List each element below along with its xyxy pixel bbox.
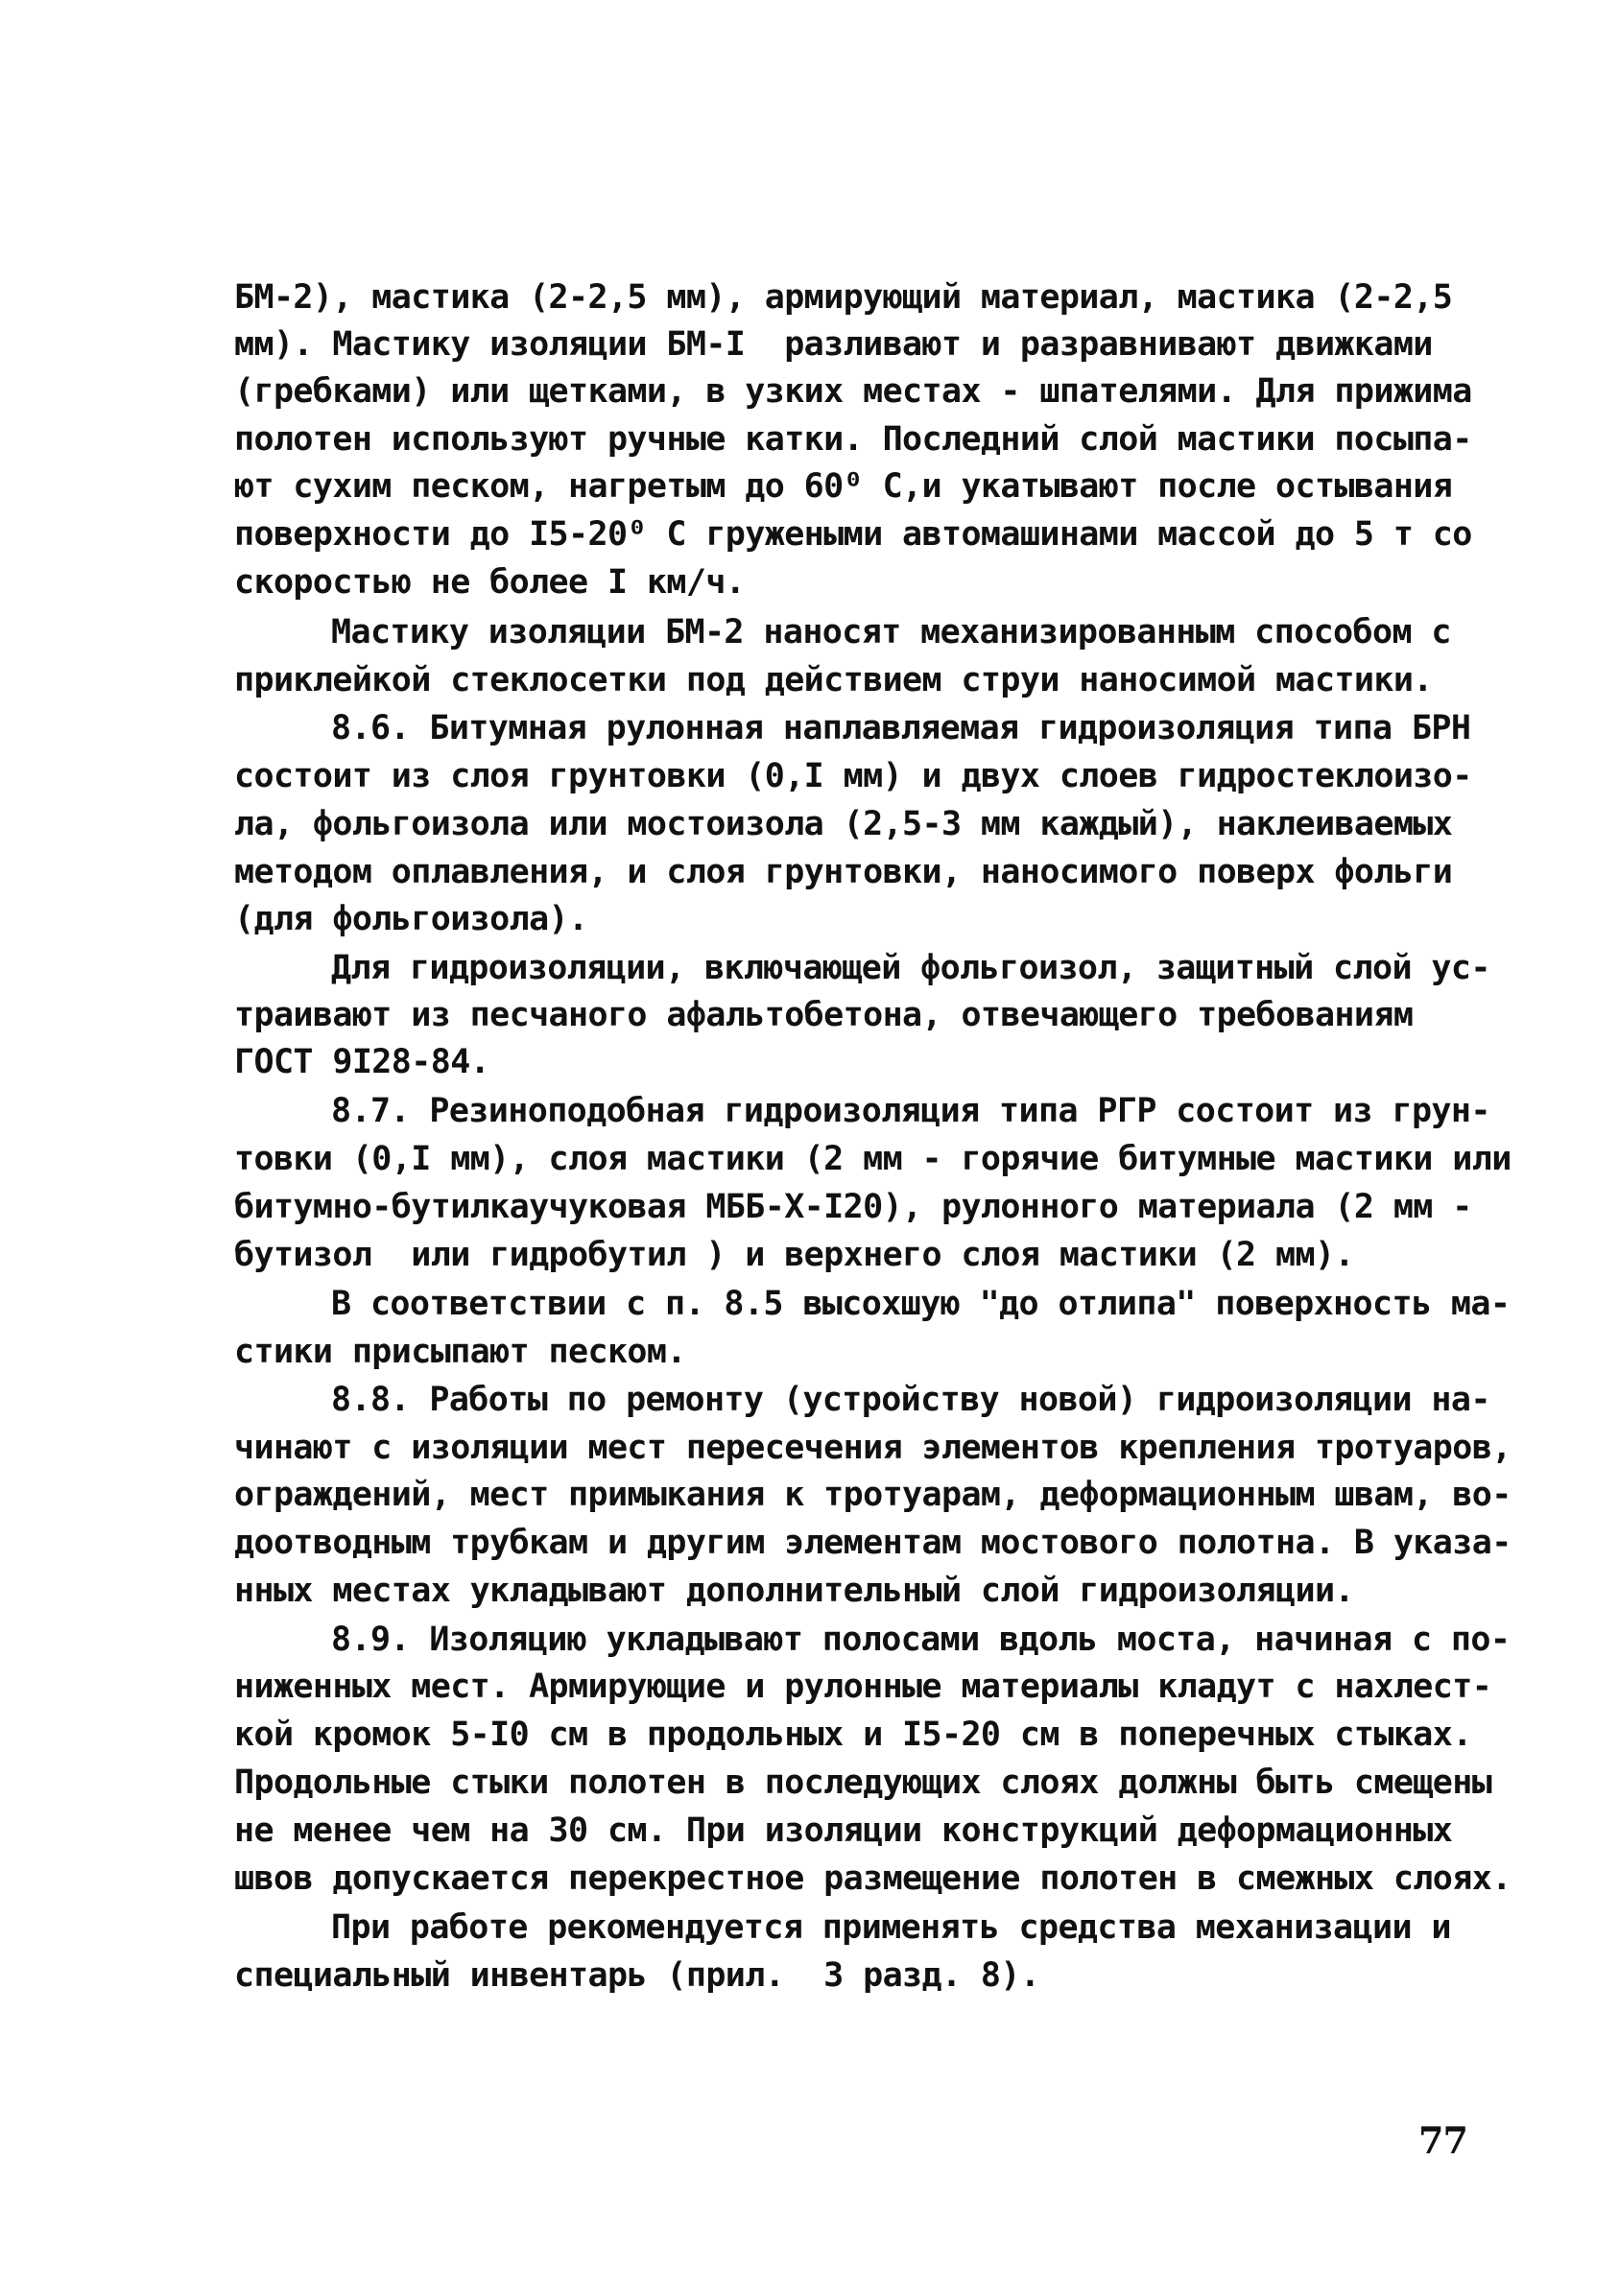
text-line: (гребками) или щетками, в узких местах - шпателями. Для прижима: [234, 372, 1472, 411]
text-line: швов допускается перекрестное размещение полотен в смежных слоях.: [234, 1859, 1512, 1898]
text-line: товки (0,I мм), слоя мастики (2 мм - горячие битумные мастики или: [234, 1140, 1512, 1178]
text-line: скоростью не более I км/ч.: [234, 563, 746, 602]
text-line: 8.8. Работы по ремонту (устройству новой) гидроизоляции на-: [331, 1381, 1490, 1419]
text-line: мм). Мастику изоляции БМ-I разливают и разравнивают движками: [234, 325, 1433, 364]
text-line: Продольные стыки полотен в последующих слоях должны быть смещены: [234, 1763, 1492, 1802]
text-line: 8.9. Изоляцию укладывают полосами вдоль моста, начиная с по-: [331, 1621, 1511, 1659]
text-line: (для фольгоизола).: [234, 900, 588, 938]
text-line: методом оплавления, и слоя грунтовки, наносимого поверх фольги: [234, 853, 1453, 891]
text-line: полотен используют ручные катки. Последний слой мастики посыпа-: [234, 420, 1472, 459]
text-line: траивают из песчаного афальтобетона, отвечающего требованиям: [234, 996, 1414, 1034]
text-line: 8.7. Резиноподобная гидроизоляция типа РГР состоит из грун-: [331, 1092, 1490, 1130]
text-line: В соответствии с п. 8.5 высохшую "до отлипа" поверхность ма-: [331, 1285, 1511, 1323]
text-line: ниженных мест. Армирующие и рулонные материалы кладут с нахлест-: [234, 1668, 1492, 1706]
text-line: БМ-2), мастика (2-2,5 мм), армирующий материал, мастика (2-2,5: [234, 278, 1453, 317]
text-line: Мастику изоляции БМ-2 наносят механизированным способом с: [331, 613, 1451, 651]
text-line: бутизол или гидробутил ) и верхнего слоя мастики (2 мм).: [234, 1236, 1354, 1274]
text-line: битумно-бутилкаучуковая МББ-Х-I20), рулонного материала (2 мм -: [234, 1188, 1472, 1226]
text-line: ют сухим песком, нагретым до 60⁰ С,и укатывают после остывания: [234, 467, 1453, 506]
text-line: нных местах укладывают дополнительный слой гидроизоляции.: [234, 1572, 1354, 1610]
text-line: стики присыпают песком.: [234, 1333, 686, 1371]
text-line: состоит из слоя грунтовки (0,I мм) и двух слоев гидростеклоизо-: [234, 757, 1472, 795]
text-line: 8.6. Битумная рулонная наплавляемая гидроизоляция типа БРН: [331, 709, 1471, 747]
text-line: ограждений, мест примыкания к тротуарам, деформационным швам, во-: [234, 1476, 1512, 1514]
text-line: не менее чем на 30 см. При изоляции конструкций деформационныx: [234, 1811, 1453, 1850]
text-line: ла, фольгоизола или мостоизола (2,5-3 мм каждый), наклеиваемых: [234, 805, 1453, 843]
text-line: специальный инвентарь (прил. 3 разд. 8).: [234, 1956, 1040, 1995]
text-line: поверхности до I5-20⁰ С гружеными автомашинами массой до 5 т со: [234, 515, 1472, 554]
text-line: Для гидроизоляции, включающей фольгоизол, защитный слой ус-: [331, 949, 1490, 987]
text-line: приклейкой стеклосетки под действием струи наносимой мастики.: [234, 661, 1433, 699]
text-line: ГОСТ 9I28-84.: [234, 1043, 490, 1081]
text-line: кой кромок 5-I0 см в продольных и I5-20 см в поперечных стыках.: [234, 1716, 1472, 1754]
text-line: При работе рекомендуется применять средства механизации и: [331, 1908, 1451, 1947]
text-line: доотводным трубкам и другим элементам мостового полотна. В указа-: [234, 1524, 1512, 1562]
page-number: 77: [1418, 2118, 1467, 2162]
text-line: чинают с изоляции мест пересечения элементов крепления тротуаров,: [234, 1429, 1512, 1467]
